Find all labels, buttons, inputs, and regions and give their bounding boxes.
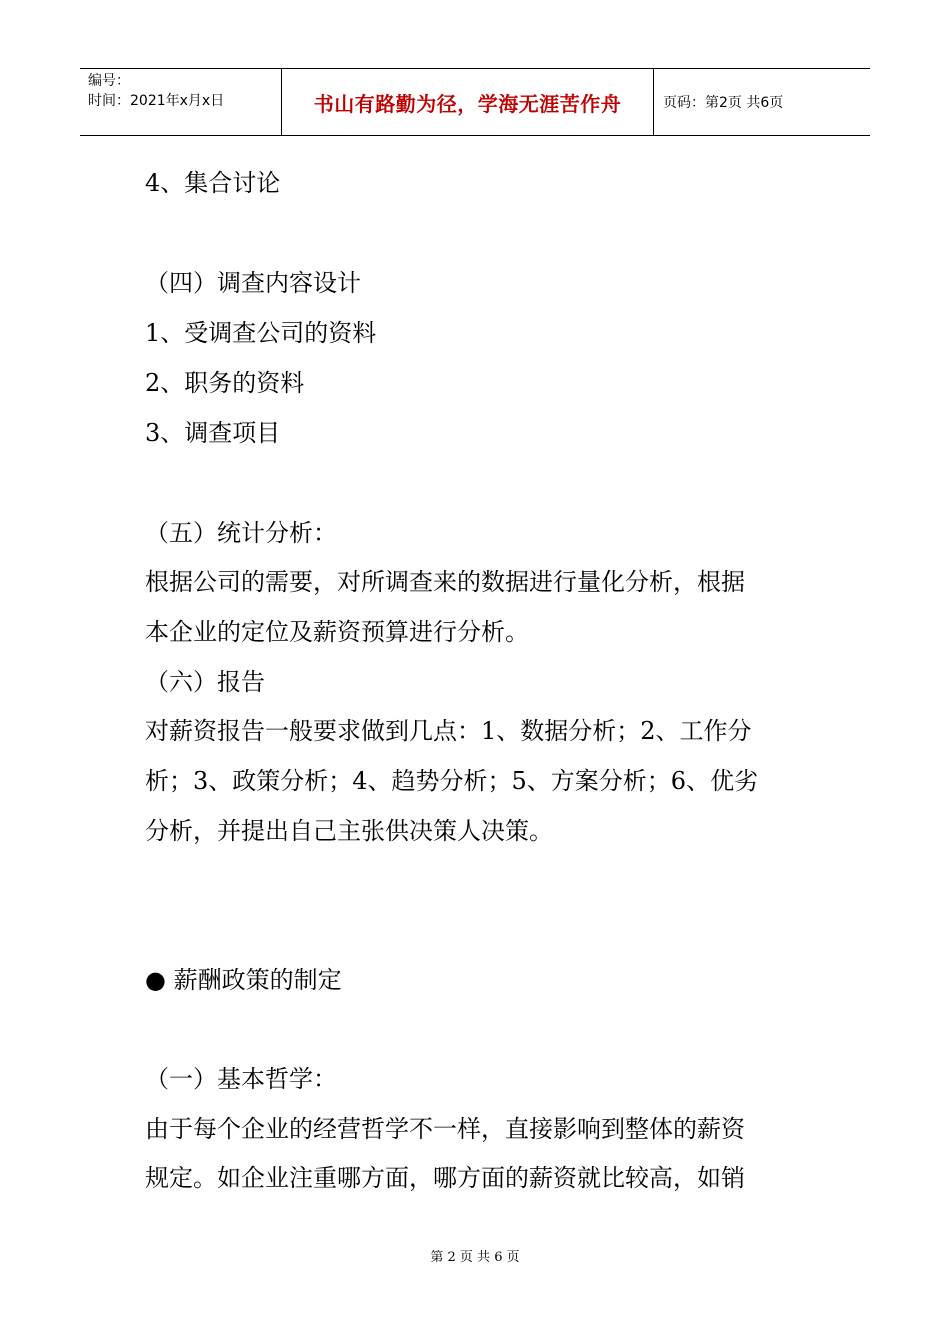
header-page-cell [654, 69, 870, 135]
section-heading: （六）报告 [145, 668, 265, 696]
paragraph-line: 规定。如企业注重哪方面，哪方面的薪资就比较高，如销 [145, 1164, 745, 1192]
section-heading: （一）基本哲学： [145, 1065, 337, 1093]
paragraph-line: 根据公司的需要，对所调查来的数据进行量化分析，根据 [145, 568, 745, 596]
header-meta-cell [80, 69, 282, 135]
list-item: 1、受调查公司的资料 [145, 319, 377, 347]
header-motto-cell [282, 69, 654, 135]
number-label: 编号： [88, 73, 130, 89]
list-item: 3、调查项目 [145, 419, 281, 447]
date-label: 时间：2021年x月x日 [88, 93, 225, 109]
section-heading: （五）统计分析： [145, 519, 337, 547]
paragraph-line: 对薪资报告一般要求做到几点：1、数据分析；2、工作分 [145, 717, 752, 745]
paragraph-line: 本企业的定位及薪资预算进行分析。 [145, 618, 529, 646]
bullet-heading: ● 薪酬政策的制定 [145, 966, 342, 994]
list-item: 2、职务的资料 [145, 369, 305, 397]
section-heading: （四）调查内容设计 [145, 269, 361, 297]
paragraph-line: 由于每个企业的经营哲学不一样，直接影响到整体的薪资 [145, 1115, 745, 1143]
paragraph-line: 析；3、政策分析；4、趋势分析；5、方案分析；6、优劣 [145, 767, 759, 795]
motto-text: 书山有路勤为径，学海无涯苦作舟 [313, 91, 622, 116]
page-footer: 第 2 页 共 6 页 [430, 1250, 520, 1265]
list-item: 4、集合讨论 [145, 169, 281, 197]
paragraph-line: 分析，并提出自己主张供决策人决策。 [145, 817, 553, 845]
page-header [80, 68, 870, 136]
page-info: 页码：第2页 共6页 [663, 95, 784, 111]
